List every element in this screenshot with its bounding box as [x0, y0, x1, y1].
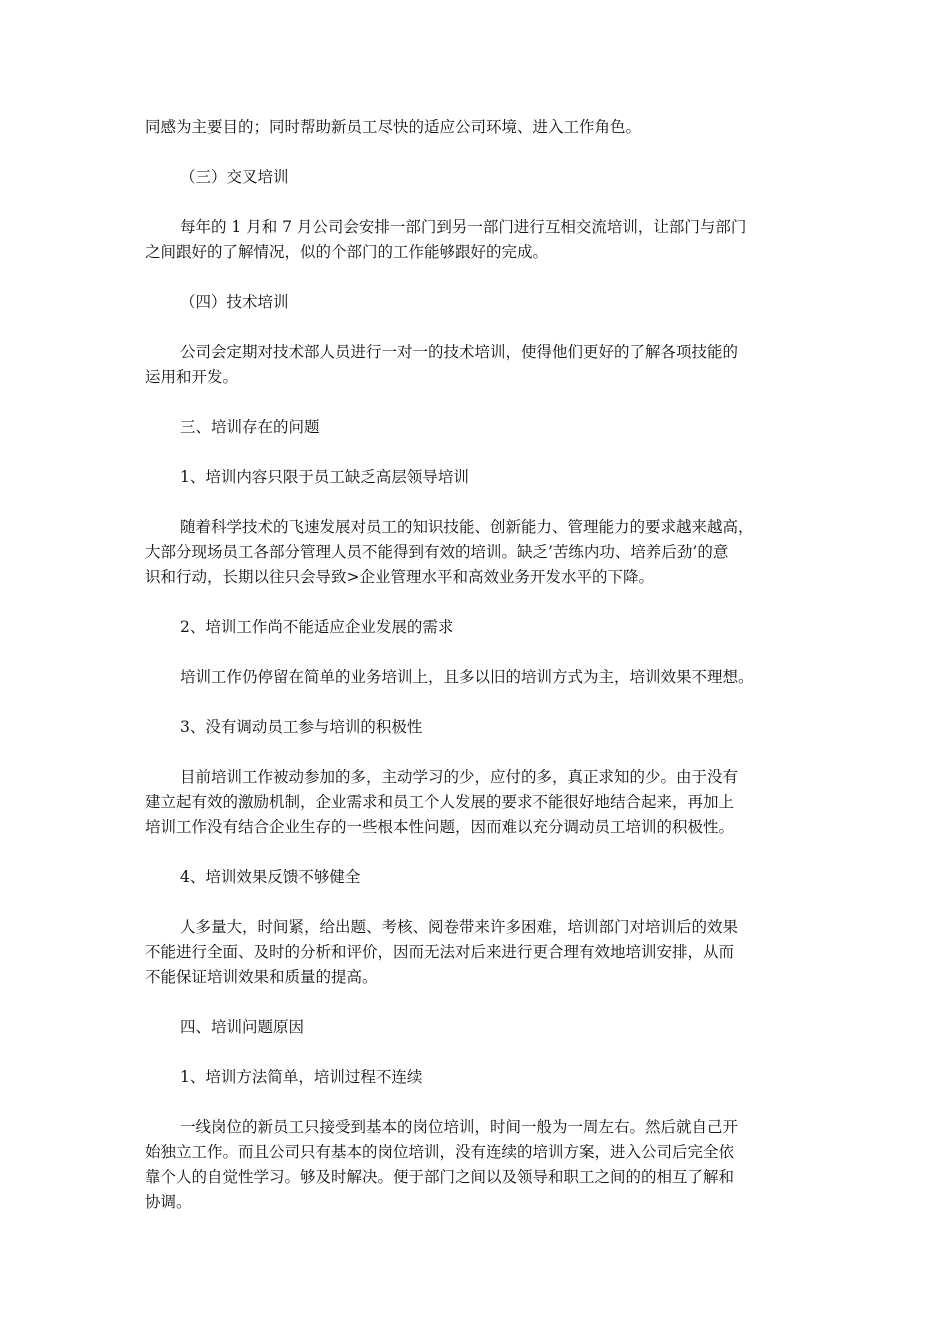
paragraph: [145, 1115, 810, 1215]
text-line: 之间跟好的了解情况，似的个部门的工作能够跟好的完成。: [145, 243, 549, 261]
text-line: 随着科学技术的飞速发展对员工的知识技能、创新能力、管理能力的要求越来越高，: [180, 518, 754, 536]
section-heading-cross-training: （三）交叉培训: [180, 168, 289, 186]
text-line: 同感为主要目的；同时帮助新员工尽快的适应公司环境、进入工作角色。: [145, 118, 642, 136]
text-line: 运用和开发。: [145, 368, 239, 386]
text-line: 培训工作仍停留在简单的业务培训上，且多以旧的培训方式为主，培训效果不理想。: [180, 668, 754, 686]
text-line: 培训工作没有结合企业生存的一些根本性问题，因而难以充分调动员工培训的积极性。: [145, 818, 735, 836]
chapter-heading-problems: 三、培训存在的问题: [180, 418, 320, 436]
text-line: 协调。: [145, 1193, 192, 1211]
text-line: 靠个人的自觉性学习。够及时解决。便于部门之间以及领导和职工之间的的相互了解和: [145, 1168, 735, 1186]
text-line: 一线岗位的新员工只接受到基本的岗位培训，时间一般为一周左右。然后就自己开: [180, 1118, 739, 1136]
subheading-3: 3、没有调动员工参与培训的积极性: [180, 718, 423, 736]
paragraph: [145, 915, 810, 990]
paragraph: [145, 765, 810, 840]
chapter-heading-causes: 四、培训问题原因: [180, 1018, 305, 1036]
paragraph-continuation: [145, 115, 810, 140]
paragraph: [145, 215, 810, 265]
paragraph: [145, 665, 810, 690]
paragraph: [145, 515, 810, 590]
text-line: 人多量大，时间紧，给出题、考核、阅卷带来许多困难，培训部门对培训后的效果: [180, 918, 739, 936]
text-line: 不能保证培训效果和质量的提高。: [145, 968, 378, 986]
subheading-4: 4、培训效果反馈不够健全: [180, 868, 361, 886]
subheading-2: 2、培训工作尚不能适应企业发展的需求: [180, 618, 454, 636]
text-line: 始独立工作。而且公司只有基本的岗位培训，没有连续的培训方案，进入公司后完全依: [145, 1143, 735, 1161]
text-line: 大部分现场员工各部分管理人员不能得到有效的培训。缺乏’苦练内功、培养后劲’的意: [145, 543, 729, 561]
text-line: 不能进行全面、及时的分析和评价，因而无法对后来进行更合理有效地培训安排，从而: [145, 943, 735, 961]
text-line: 每年的 1 月和 7 月公司会安排一部门到另一部门进行互相交流培训，让部门与部门: [180, 218, 747, 236]
section-heading-tech-training: （四）技术培训: [180, 293, 289, 311]
text-line: 建立起有效的激励机制，企业需求和员工个人发展的要求不能很好地结合起来，再加上: [145, 793, 735, 811]
text-line: 公司会定期对技术部人员进行一对一的技术培训，使得他们更好的了解各项技能的: [180, 343, 739, 361]
subheading-causes-1: 1、培训方法简单，培训过程不连续: [180, 1068, 423, 1086]
text-line: 识和行动，长期以往只会导致>企业管理水平和高效业务开发水平的下降。: [145, 568, 654, 586]
text-line: 目前培训工作被动参加的多，主动学习的少，应付的多，真正求知的少。由于没有: [180, 768, 739, 786]
subheading-1: 1、培训内容只限于员工缺乏高层领导培训: [180, 468, 469, 486]
paragraph: [145, 340, 810, 390]
